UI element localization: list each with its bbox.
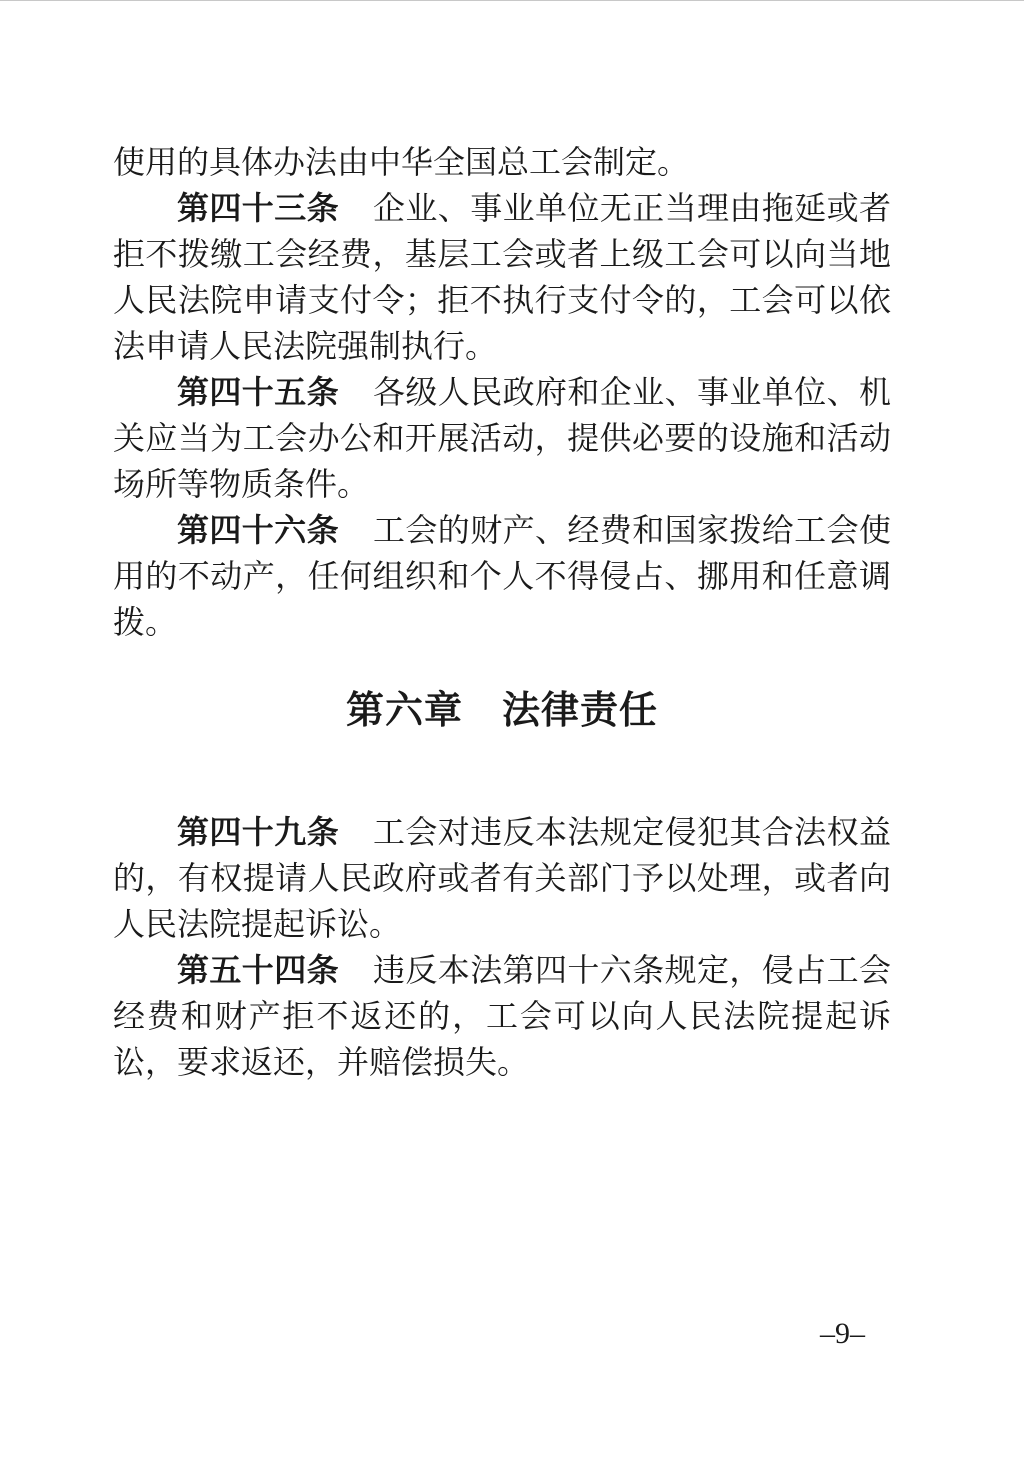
article-45-title: 第四十五条 [177,373,339,411]
document-body [113,139,891,1085]
chapter-heading: 第六章 法律责任 [345,688,658,732]
article-49 [113,809,891,947]
article-46-text: 工会的财产、经费和国家拨给工会使用的不动产，任何组织和个人不得侵占、挪用和任意调拨。 [113,511,891,641]
article-54 [113,947,891,1085]
article-49-title: 第四十九条 [177,813,339,851]
article-43-title: 第四十三条 [177,189,339,227]
continuation-text: 使用的具体办法由中华全国总工会制定。 [113,143,690,181]
article-46-title: 第四十六条 [177,511,339,549]
article-45-text: 各级人民政府和企业、事业单位、机关应当为工会办公和开展活动，提供必要的设施和活动场所等物质条件。 [113,373,891,503]
article-54-text: 违反本法第四十六条规定，侵占工会经费和财产拒不返还的，工会可以向人民法院提起诉讼，要求返还，并赔偿损失。 [113,951,891,1081]
article-54-title: 第五十四条 [177,951,339,989]
article-43-text: 企业、事业单位无正当理由拖延或者拒不拨缴工会经费，基层工会或者上级工会可以向当地人民法院申请支付令；拒不执行支付令的，工会可以依法申请人民法院强制执行。 [113,189,891,365]
article-43 [113,185,891,369]
article-45 [113,369,891,507]
continuation-paragraph [113,139,891,185]
page-number: –9– [820,1317,865,1350]
article-46 [113,507,891,645]
article-49-text: 工会对违反本法规定侵犯其合法权益的，有权提请人民政府或者有关部门予以处理，或者向人民法院提起诉讼。 [113,813,891,943]
